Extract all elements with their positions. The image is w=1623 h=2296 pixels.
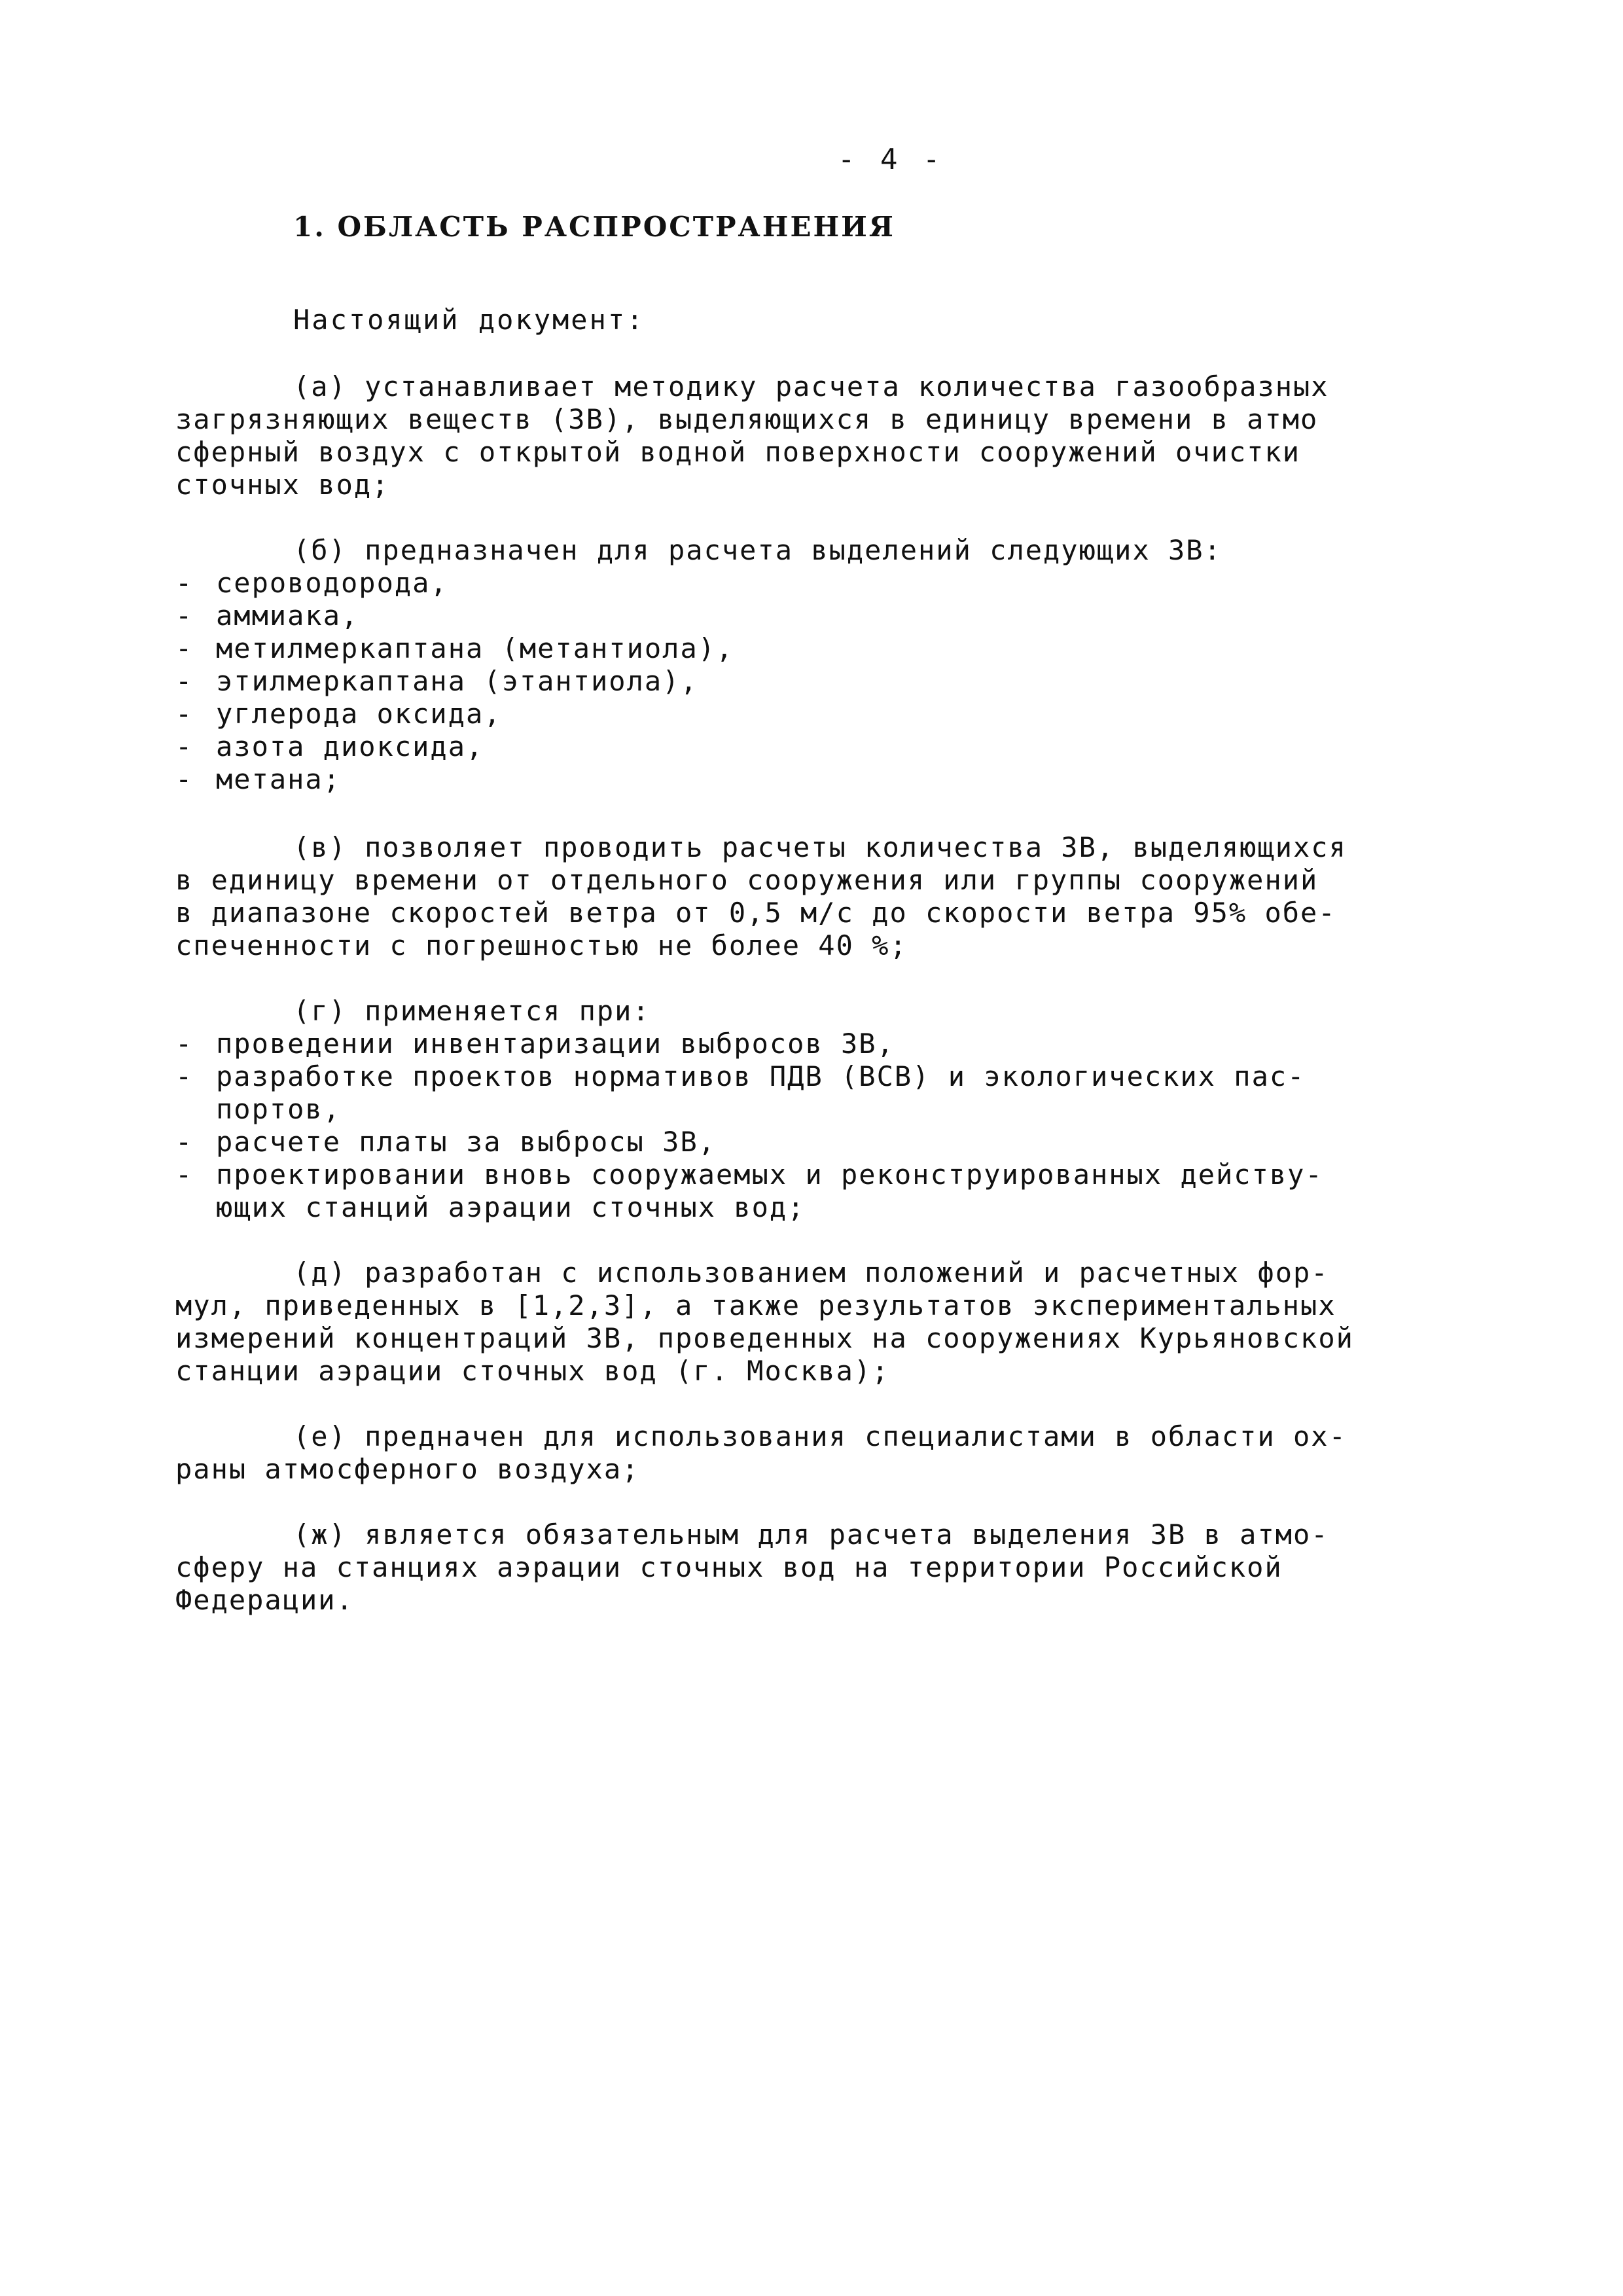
paragraph-b <box>175 534 1478 796</box>
paragraph-line: раны атмосферного воздуха; <box>175 1453 640 1485</box>
list-item: - метилмеркаптана (метантиола), <box>175 632 734 664</box>
list-item: - этилмеркаптана (этантиола), <box>175 665 698 697</box>
paragraph-line: измерений концентраций ЗВ, проведенных на сооружениях Курьяновской <box>175 1322 1354 1354</box>
page-number: - 4 - <box>838 143 944 176</box>
intro-text: Настоящий документ: <box>293 304 645 336</box>
paragraph-e <box>175 1420 1478 1486</box>
list-item: - аммиака, <box>175 600 359 632</box>
list-item: - азота диоксида, <box>175 730 484 762</box>
paragraph-line: спеченности с погрешностью не более 40 %; <box>175 929 908 961</box>
paragraph-zh <box>175 1518 1478 1617</box>
paragraph-line: (в) позволяет проводить расчеты количества ЗВ, выделяющихся <box>293 831 1347 863</box>
paragraph-g <box>175 995 1478 1224</box>
paragraph-line: в диапазоне скоростей ветра от 0,5 м/с до скорости ветра 95% обе- <box>175 897 1336 929</box>
paragraph-v <box>175 831 1478 962</box>
paragraph-line: (г) применяется при: <box>293 995 651 1027</box>
list-item: - метана; <box>175 763 342 795</box>
list-item: - проектировании вновь сооружаемых и реконструированных действу- <box>175 1158 1323 1191</box>
paragraph-line: (б) предназначен для расчета выделений следующих ЗВ: <box>293 534 1222 566</box>
paragraph-line: сточных вод; <box>175 469 390 501</box>
paragraph-line: (д) разработан с использованием положений и расчетных фор- <box>293 1257 1329 1289</box>
paragraph-line: в единицу времени от отдельного сооружения или группы сооружений <box>175 864 1319 896</box>
paragraph-line: сферный воздух с открытой водной поверхности сооружений очистки <box>175 436 1301 468</box>
list-item: - разработке проектов нормативов ПДВ (ВСВ) и экологических пас- <box>175 1060 1306 1092</box>
paragraph-line: Федерации. <box>175 1584 354 1616</box>
paragraph-d <box>175 1257 1478 1388</box>
paragraph-line: загрязняющих веществ (ЗВ), выделяющихся в единицу времени в атмо <box>175 403 1319 435</box>
paragraph-line: мул, приведенных в [1,2,3], а также результатов экспериментальных <box>175 1289 1336 1321</box>
paragraph-line: сферу на станциях аэрации сточных вод на территории Российской <box>175 1551 1283 1583</box>
list-item-continuation: портов, <box>216 1093 342 1125</box>
paragraph-line: (ж) является обязательным для расчета выделения ЗВ в атмо- <box>293 1518 1329 1551</box>
paragraph-line: (а) устанавливает методику расчета количества газообразных <box>293 370 1329 403</box>
list-item-continuation: ющих станций аэрации сточных вод; <box>216 1191 806 1223</box>
paragraph-line: (е) предначен для использования специалистами в области ох- <box>293 1420 1347 1452</box>
list-item: - углерода оксида, <box>175 698 502 730</box>
list-item: - расчете платы за выбросы ЗВ, <box>175 1126 717 1158</box>
paragraph-a <box>175 370 1478 501</box>
list-item: - сероводорода, <box>175 567 448 599</box>
list-item: - проведении инвентаризации выбросов ЗВ, <box>175 1028 895 1060</box>
paragraph-line: станции аэрации сточных вод (г. Москва); <box>175 1355 890 1387</box>
section-heading: 1. ОБЛАСТЬ РАСПРОСТРАНЕНИЯ <box>293 211 895 243</box>
